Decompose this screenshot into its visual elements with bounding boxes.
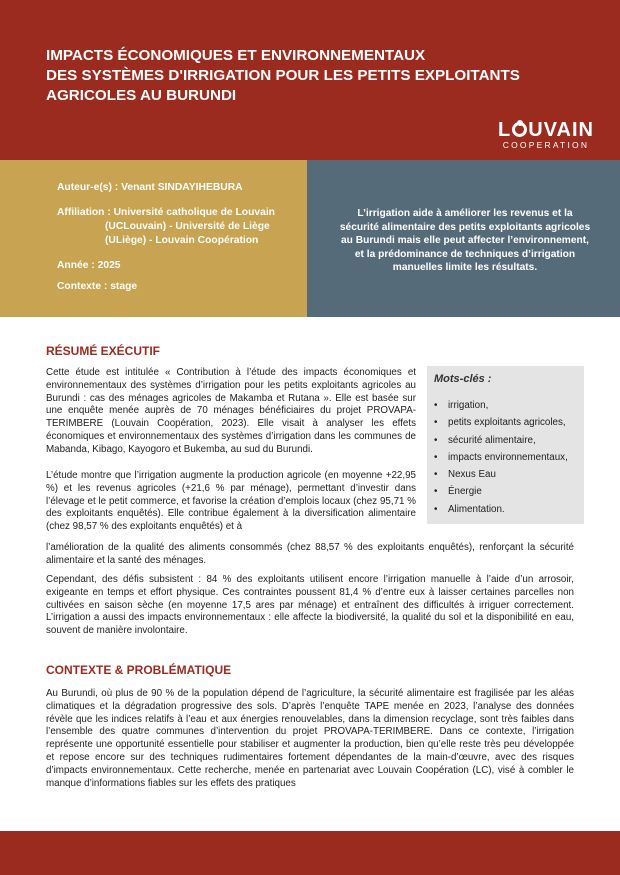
key-message [330,207,600,275]
footer-band [0,831,620,875]
affiliation-line-1: Affiliation : Université catholique de Louvain [57,207,275,218]
keywords-title: Mots-clés : [434,373,492,385]
logo-figure-icon [512,122,527,137]
keyword-item: • Alimentation. [434,501,568,518]
keyword-item: • petits exploitants agricoles, [434,414,568,431]
contexte-heading: CONTEXTE & PROBLÉMATIQUE [46,663,232,677]
keyword-item: • irrigation, [434,397,568,414]
resume-paragraph-1: Cette étude est intitulée « Contribution à l’étude des impacts économiques et environnementaux des systèmes d’irrigation pour les petits exploitants agricoles au Burundi : cas des ménages agricoles de Makamba et Rutana ». Elle est basée sur une enquête menée auprès de 70 ménages bénéficiaires du projet PROVAPA-TERIMBERE (Louvain Coopération, 2023). Elle visait à analyser les effets économiques et environnementaux des systèmes d’irrigation dans les communes de Mabanda, Kibago, Kayogoro et Bukemba, au sud du Burundi. [46,367,416,455]
resume-heading: RÉSUMÉ EXÉCUTIF [46,344,161,358]
author-line: Auteur-e(s) : Venant SINDAYIHEBURA [57,182,243,193]
keywords-list [434,397,568,518]
key-message-line-3: au Burundi mais elle peut affecter l’environnement, [341,235,589,247]
key-message-line-1: L’irrigation aide à améliorer les revenus et la [357,208,573,219]
title-line-3: AGRICOLES AU BURUNDI [46,87,237,104]
resume-paragraph-3: Cependant, des défis subsistent : 84 % des exploitants utilisent encore l’irrigation manuelle à l’aide d’un arrosoir, exigeante en temps et effort physique. Ces contraintes poussent 81,4 % d’entre eux à laisser certaines parcelles non cultivées en saison sèche (en moyenne 17,5 ares par ménage) et entraînent des difficultés à irriguer correctement. L’irrigation a aussi des impacts environnementaux : elle affecte la biodiversité, la qualité du sol et la disponibilité en eau, souvent de manière involontaire. [46,574,574,637]
key-message-line-5: manuelles limite les résultats. [392,262,538,274]
resume-paragraph-2-end: l’amélioration de la qualité des aliments consommés (chez 88,57 % des exploitants enquêtés), renforçant la sécurité alimentaire et la santé des ménages. [46,542,574,566]
header-band [0,0,620,160]
keyword-item: • Nexus Eau [434,466,568,483]
logo-text-end: UVAIN [528,119,594,141]
keyword-item: • impacts environnementaux, [434,449,568,466]
resume-paragraph-2-start: L’étude montre que l’irrigation augmente la production agricole (en moyenne +22,95 %) et les revenus agricoles (+21,6 % par ménage), permettant d’investir dans l’élevage et le petit commerce, et favorise la création d’emplois locaux (chez 95,71 % des exploitants enquêtés). Elle contribue également à la diversification alimentaire (chez 98,57 % des exploitants enquêtés) et à [46,470,416,533]
contexte-paragraph: Au Burundi, où plus de 90 % de la population dépend de l’agriculture, la sécurité alimentaire est fragilisée par les aléas climatiques et la dégradation progressive des sols. D’après l’enquête TAPE menée en 2023, l’analyse des données révèle que les indices relatifs à l’eau et aux énergies renouvelables, dans la dimension recyclage, sont très faibles dans l’ensemble des quatre communes d’intervention du projet PROVAPA-TERIMBERE. Dans ce contexte, l’irrigation représente une opportunité essentielle pour stabiliser et augmenter la production, bien qu’elle reste très peu développée et repose encore sur des techniques rudimentaires fortement dépendantes de la main-d’œuvre, avec des risques d’impacts environnementaux. Cette recherche, menée en partenariat avec Louvain Coopération (LC), visé à combler le manque d’informations fiables sur les effets des pratiques [46,688,574,789]
keyword-item: • sécurité alimentaire, [434,432,568,449]
title-line-2: DES SYSTÈMES D'IRRIGATION POUR LES PETITS EXPLOITANTS [46,67,520,84]
page-title [46,46,520,106]
logo-text-start: L [498,119,512,141]
info-panel [0,160,307,317]
louvain-logo [498,120,594,150]
logo-subtitle: COOPERATION [502,140,590,150]
context-line: Contexte : stage [57,281,138,292]
affiliation-line-2: (UCLouvain) - Université de Liège [105,221,270,232]
year-line: Année : 2025 [57,260,121,271]
title-line-1: IMPACTS ÉCONOMIQUES ET ENVIRONNEMENTAUX [46,47,426,64]
affiliation-line-3: (ULiège) - Louvain Coopération [105,235,259,246]
key-message-line-2: sécurité alimentaire des petits exploitants agricoles [339,221,591,233]
keyword-item: • Énergie [434,483,568,500]
key-message-line-4: et la prédominance de techniques d’irrigation [354,248,576,260]
